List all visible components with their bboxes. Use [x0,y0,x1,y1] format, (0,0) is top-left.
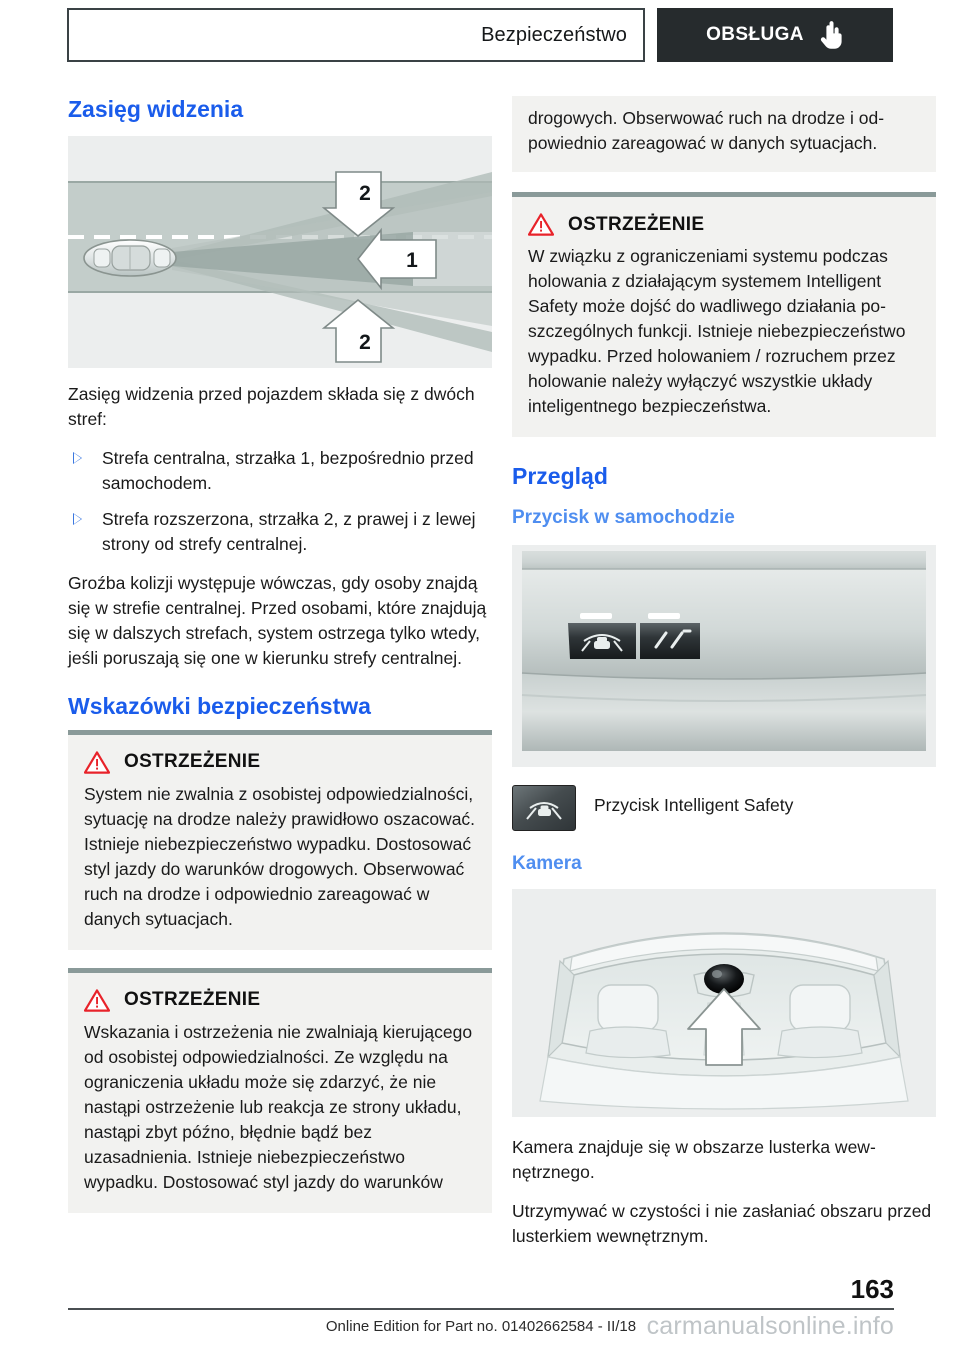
overview-title: Przegląd [512,463,608,489]
watermark: carmanualsonline.info [646,1312,894,1340]
warning-text: Wskazania i ostrzeżenia nie zwalniają kierującego od osobistej odpowiedzialności. Ze względu na ograniczenia układu może się zdarzyć, że nie nastąpi ostrzeżenie lub reakcja ze strony układu, nastąpi zbyt późno, błędnie bądź bez uzasadnienia. Istnieje niebezpieczeństwo wypadku. Dostosować styl jazdy do warunków [84,1021,473,1192]
warning-box [68,968,492,1213]
warning-header [84,989,476,1012]
warning-text: W związku z ograniczeniami systemu podczas holowania z działającym systemem Intelligent Safety może dojść do wadliwego działania poszczególnych funkcji. Istnieje niebezpieczeństwo wypadku. Przed holowaniem / rozruchem przez holowanie należy wyłączyć wszystkie układy inteligentnego bezpieczeństwa. [528,246,906,416]
bullet-arrow-inner-icon [74,453,81,463]
zone-list [68,446,492,557]
button-caption: Przycisk Intelligent Safety [594,795,794,816]
svg-text:2: 2 [359,182,371,206]
intro-paragraph: Zasięg widzenia przed pojazdem składa się z dwóch stref: [68,384,475,430]
warning-header [528,213,920,236]
bullet-arrow-inner-icon [74,514,81,524]
warning-triangle-icon [528,213,554,236]
breadcrumb [67,8,645,62]
warning-title: OSTRZEŻENIE [124,989,261,1011]
camera-title: Kamera [512,853,582,875]
page-header [67,8,893,62]
svg-text:2: 2 [359,331,371,355]
left-column [68,96,492,1213]
list-item [68,507,492,557]
list-item-label: Strefa centralna, strzałka 1, bezpośrednio przed samochodem. [102,448,474,494]
list-item [68,446,492,496]
collision-paragraph: Groźba kolizji występuje wówczas, gdy osoby znajdą się w strefie centralnej. Przed osobami, które znajdują się w dalszych strefach, system ostrzega tylko wtedy, jeśli poruszają się one w kierunku strefy centralnej. [68,573,487,669]
warning-text: System nie zwalnia z osobistej odpowiedzialności, sytuację na drodze należy prawidłowo oszacować. Istnieje niebezpieczeństwo wypadku. Dostosować styl jazdy do warunków drogowych. Obserwować ruch na drodze i odpowiednio zareagować w danych sytuacjach. [84,783,476,929]
camera-paragraph: Kamera znajduje się w obszarze lusterka wewnętrznego. [512,1137,876,1183]
button-caption-row [512,785,936,831]
warning-triangle-icon [84,751,110,774]
detection-range-diagram [68,136,492,368]
edition-text: Online Edition for Part no. 01402662584 - II/18 [325,1318,637,1335]
hand-pointing-icon [818,21,844,49]
tab-label: OBSŁUGA [706,24,804,45]
camera-paragraph: Utrzymywać w czystości i nie zasłaniać obszaru przed lusterkiem wewnętrznym. [512,1201,932,1247]
page-number: 163 [850,1274,894,1304]
dashboard-buttons-photo [512,545,936,767]
tab-obsluga[interactable] [657,8,893,62]
footer-divider [68,1308,894,1310]
intelligent-safety-icon [512,785,576,831]
warning-box [68,730,492,950]
svg-text:1: 1 [406,249,418,273]
warning-box [512,192,936,437]
safety-notes-title: Wskazówki bezpieczeństwa [68,693,371,720]
breadcrumb-label: Bezpieczeństwo [481,23,627,46]
warning-box-continued [512,96,936,172]
page-title: Zasięg widzenia [68,96,244,122]
right-column [512,96,936,1249]
camera-location-diagram [512,889,936,1117]
warning-header [84,751,476,774]
warning-title: OSTRZEŻENIE [568,213,705,235]
button-subtitle: Przycisk w samochodzie [512,507,735,529]
list-item-label: Strefa rozszerzona, strzałka 2, z prawej i z lewej strony od strefy centralnej. [102,509,476,555]
warning-triangle-icon [84,989,110,1012]
warning-text-continued: drogowych. Obserwować ruch na drodze i odpowiednio zareagować w danych sytuacjach. [528,108,885,153]
warning-title: OSTRZEŻENIE [124,751,261,773]
